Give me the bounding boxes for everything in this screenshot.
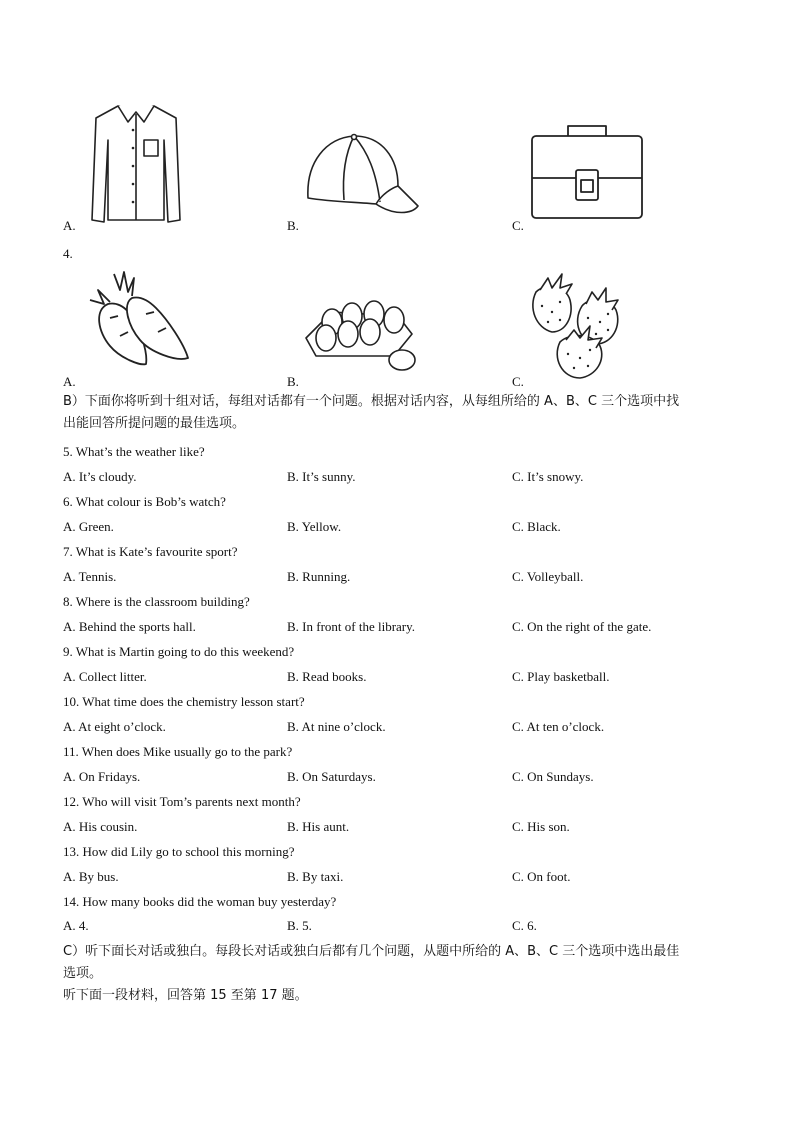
question-11-option-a[interactable]: A. On Fridays. — [63, 769, 141, 784]
q3-option-b-label[interactable]: B. — [287, 218, 299, 233]
question-12: 12. Who will visit Tom’s parents next month? — [63, 794, 301, 809]
question-8-option-b[interactable]: B. In front of the library. — [287, 619, 416, 634]
q3-option-a-label[interactable]: A. — [63, 218, 76, 233]
question-10-option-a[interactable]: A. At eight o’clock. — [63, 719, 166, 734]
question-7-option-c[interactable]: C. Volleyball. — [512, 569, 584, 584]
question-13: 13. How did Lily go to school this morning? — [63, 844, 295, 859]
question-5: 5. What’s the weather like? — [63, 444, 205, 459]
question-13-option-b[interactable]: B. By taxi. — [287, 869, 344, 884]
shirt-icon — [88, 100, 184, 224]
question-11: 11. When does Mike usually go to the park? — [63, 744, 293, 759]
section-c-instruction-line-2: 选项。 — [63, 966, 103, 981]
section-c-material-note: 听下面一段材料，回答第 15 至第 17 题。 — [63, 988, 308, 1003]
question-6: 6. What colour is Bob’s watch? — [63, 494, 226, 509]
question-6-option-c[interactable]: C. Black. — [512, 519, 561, 534]
question-12-option-c[interactable]: C. His son. — [512, 819, 570, 834]
cap-icon — [302, 132, 422, 220]
question-7: 7. What is Kate’s favourite sport? — [63, 544, 238, 559]
q4-option-b-label[interactable]: B. — [287, 374, 299, 389]
q4-option-c-label[interactable]: C. — [512, 374, 524, 389]
question-13-option-a[interactable]: A. By bus. — [63, 869, 119, 884]
question-8: 8. Where is the classroom building? — [63, 594, 250, 609]
question-14: 14. How many books did the woman buy yesterday? — [63, 894, 337, 909]
section-c-instruction-line-1: C）听下面长对话或独白。每段长对话或独白后都有几个问题，从题中所给的 A、B、C 三个选项中选出最佳 — [63, 944, 680, 959]
section-b-instruction-line-2: 出能回答所提问题的最佳选项。 — [63, 416, 246, 431]
question-5-option-b[interactable]: B. It’s sunny. — [287, 469, 356, 484]
question-10-option-b[interactable]: B. At nine o’clock. — [287, 719, 386, 734]
question-6-option-b[interactable]: B. Yellow. — [287, 519, 342, 534]
q3-option-c-label[interactable]: C. — [512, 218, 524, 233]
question-7-option-b[interactable]: B. Running. — [287, 569, 351, 584]
section-b-instructions — [63, 391, 733, 435]
q4-number: 4. — [63, 246, 73, 261]
question-10-option-c[interactable]: C. At ten o’clock. — [512, 719, 605, 734]
question-10: 10. What time does the chemistry lesson start? — [63, 694, 305, 709]
section-c-instructions — [63, 941, 733, 1007]
question-11-option-c[interactable]: C. On Sundays. — [512, 769, 594, 784]
question-14-option-c[interactable]: C. 6. — [512, 918, 537, 933]
question-12-option-b[interactable]: B. His aunt. — [287, 819, 350, 834]
briefcase-icon — [530, 122, 644, 220]
question-14-option-b[interactable]: B. 5. — [287, 918, 312, 933]
carrots-icon — [84, 270, 192, 370]
question-8-option-a[interactable]: A. Behind the sports hall. — [63, 619, 196, 634]
question-5-option-c[interactable]: C. It’s snowy. — [512, 469, 584, 484]
question-11-option-b[interactable]: B. On Saturdays. — [287, 769, 376, 784]
q4-option-a-label[interactable]: A. — [63, 374, 76, 389]
question-13-option-c[interactable]: C. On foot. — [512, 869, 571, 884]
question-9: 9. What is Martin going to do this weekend? — [63, 644, 295, 659]
question-12-option-a[interactable]: A. His cousin. — [63, 819, 138, 834]
question-7-option-a[interactable]: A. Tennis. — [63, 569, 117, 584]
section-b-instruction-line-1: B）下面你将听到十组对话，每组对话都有一个问题。根据对话内容，从每组所给的 A、B、C 三个选项中找 — [63, 394, 680, 409]
question-9-option-b[interactable]: B. Read books. — [287, 669, 367, 684]
question-6-option-a[interactable]: A. Green. — [63, 519, 114, 534]
question-5-option-a[interactable]: A. It’s cloudy. — [63, 469, 137, 484]
question-8-option-c[interactable]: C. On the right of the gate. — [512, 619, 652, 634]
strawberries-icon — [526, 270, 638, 382]
question-9-option-c[interactable]: C. Play basketball. — [512, 669, 610, 684]
eggs-icon — [302, 294, 418, 374]
question-14-option-a[interactable]: A. 4. — [63, 918, 89, 933]
question-9-option-a[interactable]: A. Collect litter. — [63, 669, 147, 684]
